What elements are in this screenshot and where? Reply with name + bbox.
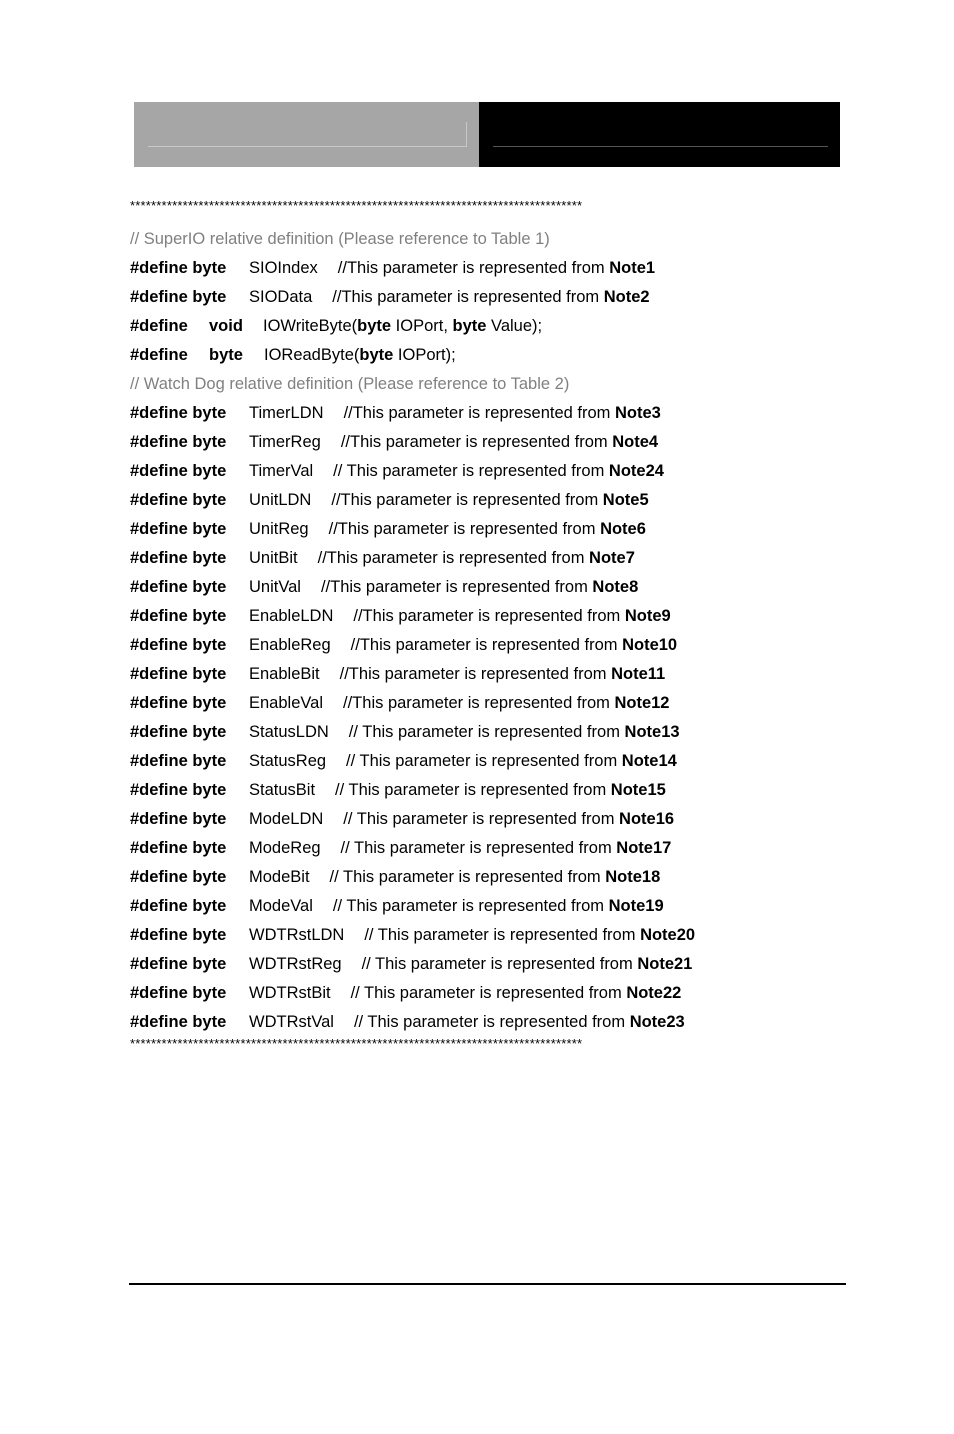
define-keyword: #define byte	[130, 462, 227, 480]
define-comment: // This parameter is represented from	[333, 462, 609, 480]
define-keyword: #define byte	[130, 549, 227, 567]
define-keyword: #define byte	[130, 984, 227, 1002]
define-line	[130, 834, 671, 863]
define-comment: //This parameter is represented from	[340, 433, 613, 451]
define-name: TimerReg	[249, 433, 321, 451]
define-keyword: #define byte	[130, 404, 227, 422]
arg2-type: byte	[452, 317, 487, 335]
define-line	[130, 602, 671, 631]
note-ref: Note4	[612, 433, 659, 451]
define-name: StatusReg	[249, 752, 327, 770]
note-ref: Note3	[615, 404, 661, 422]
define-comment: // This parameter is represented from	[335, 781, 611, 799]
define-name: TimerVal	[249, 462, 314, 480]
define-keyword: #define byte	[130, 636, 227, 654]
define-keyword: #define byte	[130, 781, 227, 799]
define-comment: //This parameter is represented from	[317, 549, 590, 567]
func-iowritebyte	[130, 312, 542, 341]
note-ref: Note14	[621, 752, 677, 770]
define-line	[130, 254, 655, 283]
note-ref: Note6	[600, 520, 646, 538]
page-header-band	[134, 102, 840, 167]
define-name: SIOData	[249, 288, 313, 306]
define-name: SIOIndex	[249, 259, 318, 277]
define-line	[130, 718, 680, 747]
header-left-block	[134, 102, 479, 167]
func-name: IOReadByte(	[264, 346, 360, 364]
arg1: IOPort);	[393, 346, 456, 364]
define-keyword: #define byte	[130, 897, 227, 915]
define-line	[130, 1008, 685, 1037]
define-keyword: #define byte	[130, 810, 227, 828]
define-keyword: #define	[130, 346, 188, 364]
define-keyword: #define byte	[130, 868, 227, 886]
define-comment: //This parameter is represented from	[332, 288, 604, 306]
define-comment: // This parameter is represented from	[346, 752, 622, 770]
define-comment: //This parameter is represented from	[353, 607, 625, 625]
define-name: StatusLDN	[249, 723, 329, 741]
define-name: StatusBit	[249, 781, 316, 799]
define-line	[130, 689, 669, 718]
func-name: IOWriteByte(	[263, 317, 358, 335]
define-line	[130, 544, 635, 573]
note-ref: Note21	[637, 955, 693, 973]
type-keyword: void	[209, 317, 243, 335]
define-keyword: #define byte	[130, 926, 227, 944]
define-name: UnitReg	[249, 520, 309, 538]
define-comment: // This parameter is represented from	[329, 868, 606, 886]
note-ref: Note17	[616, 839, 672, 857]
define-name: WDTRstVal	[249, 1013, 334, 1031]
note-ref: Note22	[626, 984, 682, 1002]
define-line	[130, 631, 677, 660]
note-ref: Note18	[605, 868, 661, 886]
note-ref: Note19	[608, 897, 664, 915]
define-keyword: #define byte	[130, 491, 227, 509]
func-ioreadbyte	[130, 341, 456, 370]
define-keyword: #define byte	[130, 839, 227, 857]
note-ref: Note10	[622, 636, 678, 654]
note-ref: Note7	[589, 549, 635, 567]
define-name: ModeBit	[249, 868, 310, 886]
note-ref: Note5	[602, 491, 649, 509]
define-comment: //This parameter is represented from	[343, 694, 615, 712]
define-comment: //This parameter is represented from	[320, 578, 593, 596]
define-name: UnitVal	[249, 578, 301, 596]
define-line	[130, 776, 666, 805]
define-comment: //This parameter is represented from	[328, 520, 601, 538]
define-line	[130, 863, 660, 892]
comment-superio: // SuperIO relative definition (Please reference to Table 1)	[130, 230, 550, 248]
arg1: IOPort,	[391, 317, 453, 335]
define-keyword: #define byte	[130, 723, 227, 741]
define-keyword: #define byte	[130, 288, 227, 306]
define-name: UnitLDN	[249, 491, 312, 509]
comment-watchdog: // Watch Dog relative definition (Please reference to Table 2)	[130, 375, 570, 393]
define-keyword: #define byte	[130, 607, 227, 625]
define-comment: // This parameter is represented from	[340, 839, 617, 857]
define-line	[130, 457, 664, 486]
define-comment: //This parameter is represented from	[331, 491, 603, 509]
define-comment: //This parameter is represented from	[343, 404, 615, 422]
define-comment: // This parameter is represented from	[348, 723, 625, 741]
define-name: WDTRstLDN	[249, 926, 345, 944]
note-ref: Note24	[608, 462, 664, 480]
code-listing	[130, 196, 850, 1051]
define-name: WDTRstBit	[249, 984, 331, 1002]
define-name: EnableLDN	[249, 607, 334, 625]
note-ref: Note12	[614, 694, 670, 712]
define-comment: //This parameter is represented from	[350, 636, 623, 654]
define-line	[130, 950, 692, 979]
define-name: EnableReg	[249, 636, 331, 654]
note-ref: Note9	[624, 607, 671, 625]
define-line	[130, 428, 658, 457]
define-line	[130, 573, 638, 602]
define-name: ModeVal	[249, 897, 313, 915]
define-name: ModeReg	[249, 839, 321, 857]
note-ref: Note15	[610, 781, 666, 799]
header-left-tick	[466, 122, 467, 147]
define-keyword: #define byte	[130, 578, 227, 596]
note-ref: Note1	[609, 259, 656, 277]
separator-top: **************************************************************************************	[130, 198, 583, 213]
define-name: TimerLDN	[249, 404, 324, 422]
define-name: WDTRstReg	[249, 955, 342, 973]
define-keyword: #define byte	[130, 665, 227, 683]
define-comment: // This parameter is represented from	[364, 926, 641, 944]
define-comment: //This parameter is represented from	[337, 259, 610, 277]
footer-rule	[129, 1283, 846, 1285]
header-right-block	[479, 102, 840, 167]
define-keyword: #define byte	[130, 259, 227, 277]
define-line	[130, 892, 664, 921]
define-name: EnableBit	[249, 665, 320, 683]
define-comment: // This parameter is represented from	[353, 1013, 630, 1031]
define-comment: // This parameter is represented from	[343, 810, 620, 828]
note-ref: Note16	[619, 810, 675, 828]
define-comment: // This parameter is represented from	[350, 984, 627, 1002]
define-name: EnableVal	[249, 694, 324, 712]
arg1-type: byte	[357, 317, 392, 335]
note-ref: Note11	[611, 665, 666, 683]
define-line	[130, 515, 646, 544]
define-name: ModeLDN	[249, 810, 324, 828]
note-ref: Note20	[640, 926, 696, 944]
define-line	[130, 660, 665, 689]
define-comment: // This parameter is represented from	[361, 955, 638, 973]
note-ref: Note2	[603, 288, 650, 306]
define-keyword: #define byte	[130, 694, 227, 712]
arg2: Value);	[486, 317, 543, 335]
define-keyword: #define byte	[130, 520, 227, 538]
type-keyword: byte	[209, 346, 243, 364]
define-line	[130, 486, 649, 515]
separator-bottom: **************************************************************************************	[130, 1036, 583, 1051]
header-left-rule	[148, 146, 467, 147]
define-line	[130, 399, 661, 428]
define-comment: // This parameter is represented from	[332, 897, 609, 915]
header-right-rule	[493, 146, 828, 147]
arg1-type: byte	[359, 346, 394, 364]
note-ref: Note23	[629, 1013, 685, 1031]
define-keyword: #define byte	[130, 752, 227, 770]
note-ref: Note13	[624, 723, 680, 741]
define-name: UnitBit	[249, 549, 298, 567]
define-keyword: #define	[130, 317, 188, 335]
define-keyword: #define byte	[130, 1013, 227, 1031]
define-keyword: #define byte	[130, 955, 227, 973]
define-comment: //This parameter is represented from	[339, 665, 612, 683]
define-line	[130, 921, 695, 950]
define-keyword: #define byte	[130, 433, 227, 451]
note-ref: Note8	[592, 578, 639, 596]
define-line	[130, 283, 650, 312]
define-line	[130, 747, 677, 776]
define-line	[130, 805, 674, 834]
define-line	[130, 979, 681, 1008]
